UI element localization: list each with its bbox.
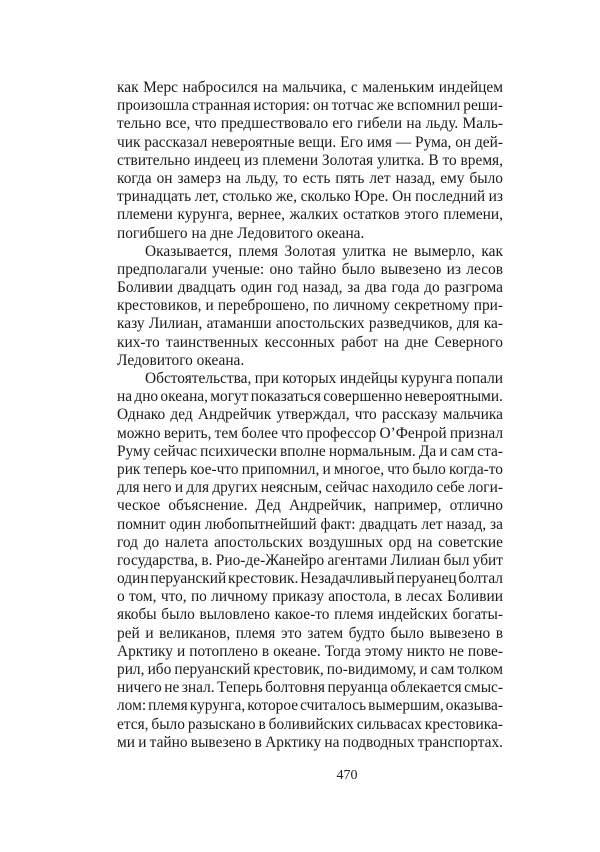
page-number: 470: [336, 768, 358, 783]
text-line: Оказывается, племя Золотая улитка не вымерло, как: [145, 242, 503, 260]
text-line: Однако дед Андрейчик утверждал, что рассказу мальчика: [117, 406, 503, 424]
text-line: произошла странная история: он тотчас же вспомнил реши-: [117, 97, 503, 115]
text-line: погибшего на дне Ледовитого океана.: [117, 224, 365, 242]
text-line: рик теперь кое-что припомнил, и многое, что было когда-то: [117, 460, 503, 478]
text-line: один перуанский крестовик. Незадачливый перуанец болтал: [117, 570, 503, 588]
text-line: помнит один любопытнейший факт: двадцать лет назад, за: [117, 515, 503, 533]
text-line: государства, в. Рио-де-Жанейро агентами Лилиан был убит: [117, 551, 503, 569]
text-line: рей и великанов, племя это затем будто было вывезено в: [117, 624, 503, 642]
text-line: ких-то таинственных кессонных работ на дне Северного: [117, 333, 503, 351]
text-line: на дно океана, могут показаться совершенно невероятными.: [117, 388, 503, 406]
text-line: для него и для других неясным, сейчас находило себе логи-: [117, 479, 503, 497]
text-line: как Мерс набросился на мальчика, с маленьким индейцем: [117, 79, 503, 96]
text-line: ми и тайно вывезено в Арктику на подводных транспортах.: [117, 733, 503, 751]
text-line: Руму сейчас психически вполне нормальным. Да и сам ста-: [117, 442, 503, 460]
text-line: можно верить, тем более что профессор О’Фенрой признал: [117, 424, 503, 442]
text-line: тельно все, что предшествовало его гибели на льду. Маль-: [117, 115, 503, 133]
text-line: ствительно индеец из племени Золотая улитка. В то время,: [117, 151, 503, 169]
text-line: чик рассказал невероятные вещи. Его имя — Рума, он дей-: [117, 133, 503, 151]
text-line: тринадцать лет, столько же, сколько Юре. Он последний из: [117, 188, 503, 206]
text-line: Арктику и потоплено в океане. Тогда этому никто не пове-: [117, 642, 503, 660]
text-line: ничего не знал. Теперь болтовня перуанца облекается смыс-: [117, 679, 503, 697]
text-line: племени курунга, вернее, жалких остатков этого племени,: [117, 206, 503, 224]
text-line: год до налета апостольских воздушных орд на советские: [117, 533, 503, 551]
text-line: ческое объяснение. Дед Андрейчик, например, отлично: [117, 497, 503, 515]
text-line: предполагали ученые: оно тайно было вывезено из лесов: [117, 260, 503, 278]
text-line: о том, что, по личному приказу апостола, в лесах Боливии: [117, 588, 503, 606]
text-line: когда он замерз на льду, то есть пять лет назад, ему было: [117, 169, 503, 187]
text-line: якобы было выловлено какое-то племя индейских богаты-: [117, 606, 503, 624]
text-line: Обстоятельства, при которых индейцы курунга попали: [145, 370, 503, 387]
text-line: Боливии двадцать один год назад, за два года до разгрома: [117, 279, 503, 297]
text-line: Ледовитого океана.: [117, 351, 245, 369]
text-line: крестовиков, и переброшено, по личному секретному при-: [117, 297, 503, 315]
text-line: казу Лилиан, атаманши апостольских разведчиков, для ка-: [117, 315, 503, 333]
text-line: лом: племя курунга, которое считалось вымершим, оказыва-: [117, 697, 503, 715]
text-line: ется, было разыскано в боливийских сильвасах крестовика-: [117, 715, 503, 733]
text-line: рил, ибо перуанский крестовик, по-видимому, и сам толком: [117, 661, 503, 678]
body-text: [117, 79, 503, 752]
